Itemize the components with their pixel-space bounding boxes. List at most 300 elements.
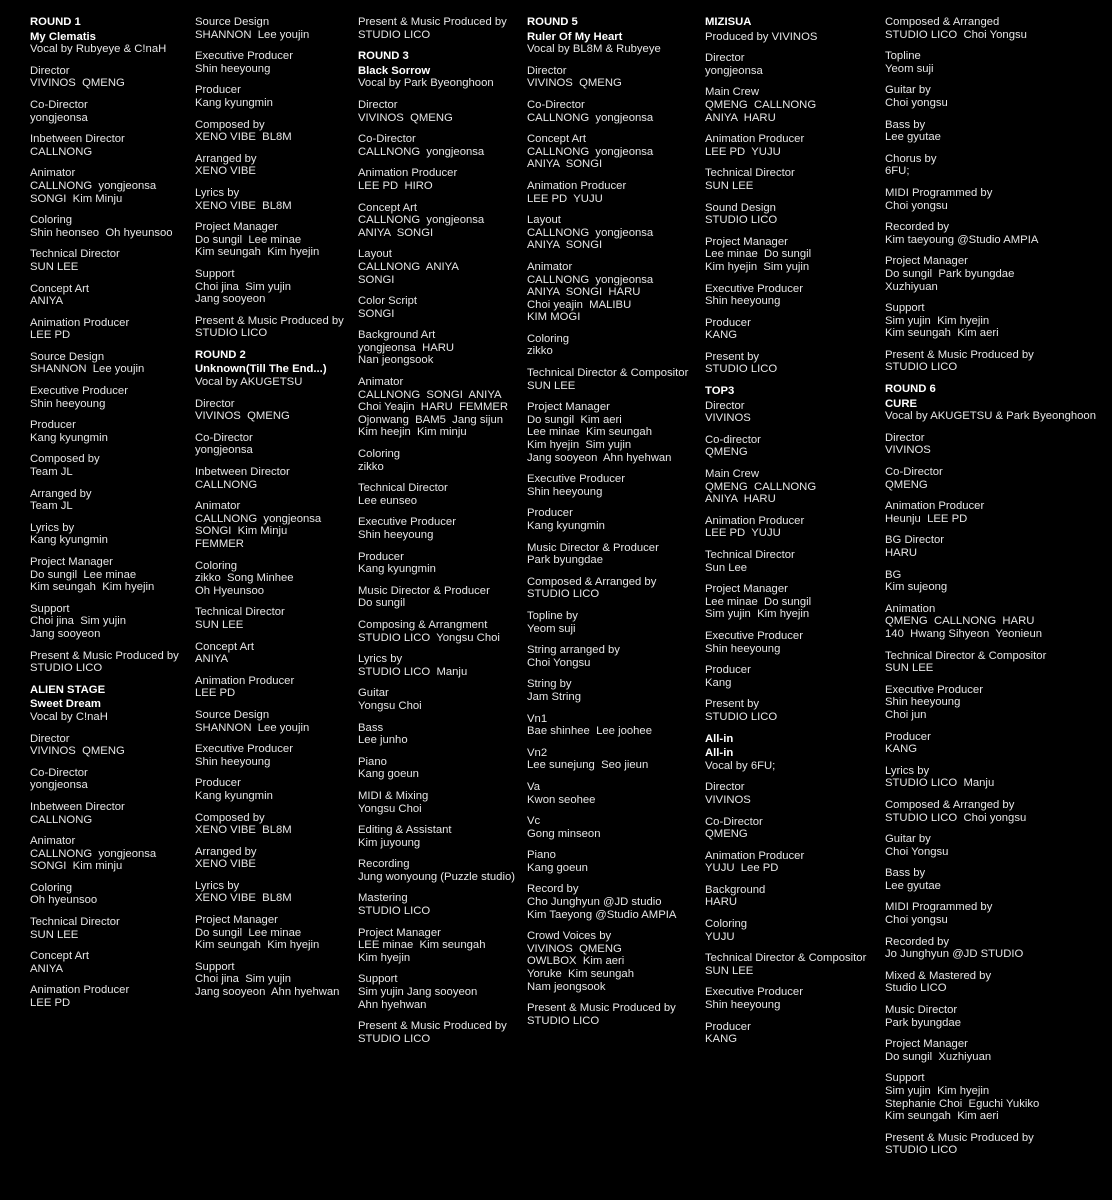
credit-name: STUDIO LICO [358, 905, 431, 918]
credit-group [195, 709, 344, 734]
credit-role: Co-Director [885, 466, 943, 479]
credit-name: yongjeonsa [30, 111, 88, 124]
credit-name: SONGI Kim Minju [195, 525, 288, 538]
credit-name: Kang goeun [358, 768, 419, 781]
credit-role: Executive Producer [885, 683, 983, 696]
section-heading: ROUND 3 [358, 50, 409, 63]
credit-group [527, 883, 688, 921]
credit-name: ANIYA SONGI [358, 226, 434, 239]
credit-name: Kim Taeyong @Studio AMPIA [527, 908, 677, 921]
credit-role: Animation Producer [705, 514, 805, 527]
credit-group [527, 214, 688, 252]
credit-group [705, 583, 866, 621]
credit-group [358, 77, 515, 90]
credit-role: Crowd Voices by [527, 930, 612, 943]
credit-role: Music Director & Producer [358, 584, 490, 597]
credit-name: Kim seungah Kim aeri [885, 327, 999, 340]
credit-role: Arranged by [195, 152, 257, 165]
credit-role: Project Manager [885, 1038, 968, 1051]
credit-name: XENO VIBE BL8M [195, 824, 292, 837]
credit-name: SUN LEE [885, 662, 934, 675]
credit-name: CALLNONG yongjeonsa [358, 214, 485, 227]
credit-name: Shin heonseo Oh hyeunsoo [30, 226, 173, 239]
credit-name: Sim yujin Kim hyejin [885, 314, 990, 327]
credit-column [195, 16, 344, 1008]
credit-name: Shin heeyoung [527, 485, 603, 498]
credit-group [30, 522, 179, 547]
credit-group [30, 214, 179, 239]
credit-group [527, 261, 688, 324]
credit-group [705, 1021, 866, 1046]
credit-name: Choi jina Sim yujin [30, 615, 127, 628]
credit-role: Animator [30, 835, 76, 848]
credit-name: QMENG [705, 828, 748, 841]
credit-role: Piano [358, 755, 387, 768]
credit-name: CALLNONG [30, 145, 93, 158]
credit-name: Park byungdae [527, 554, 603, 567]
credit-role: Project Manager [30, 556, 113, 568]
credit-role: Support [885, 1072, 925, 1085]
credit-role: String arranged by [527, 644, 620, 657]
credit-group [527, 507, 688, 532]
credit-name: YUJU [705, 930, 735, 943]
credit-name: Choi Yeajin HARU FEMMER [358, 401, 509, 414]
credit-name: SONGI Kim Minju [30, 192, 123, 205]
credit-role: Present & Music Produced by [30, 649, 179, 662]
credit-name: Jang sooyeon Ahn hyehwan [527, 451, 672, 464]
credit-name: Team JL [30, 466, 73, 479]
credit-role: Co-Director [30, 766, 88, 779]
credit-role: Main Crew [705, 86, 759, 99]
credit-role: Co-Director [358, 133, 416, 146]
credit-name: Kwon seohee [527, 793, 596, 806]
credit-name: Sun Lee [705, 561, 748, 574]
credit-role: Executive Producer [705, 629, 803, 642]
credit-name: Choi Yongsu [527, 656, 591, 669]
credit-name: Lee minae Kim seungah [527, 426, 652, 439]
credit-group [705, 317, 866, 342]
credit-name: Heunju LEE PD [885, 512, 968, 525]
credit-group [30, 167, 179, 205]
credit-group [30, 882, 179, 907]
credit-group [705, 52, 866, 77]
credit-role: Main Crew [705, 468, 759, 481]
credit-role: Animator [358, 376, 404, 389]
credit-group [358, 858, 515, 883]
credit-name: Ojonwang BAM5 Jang sijun [358, 413, 504, 426]
credit-name: STUDIO LICO [885, 1144, 958, 1157]
credit-group [358, 722, 515, 747]
credit-block [705, 733, 866, 1046]
credit-name: XENO VIBE [195, 165, 256, 178]
credit-name: Stephanie Choi Eguchi Yukiko [885, 1097, 1040, 1110]
credit-column [527, 16, 688, 1036]
credit-role: Director [705, 399, 745, 412]
credit-role: MIDI Programmed by [885, 901, 993, 914]
credit-role: Recorded by [885, 935, 950, 948]
credit-name: Shin heeyoung [358, 529, 434, 541]
credit-group [705, 816, 866, 841]
credit-name: Shin heeyoung [705, 295, 781, 308]
credit-name: Park byungdae [885, 1016, 961, 1029]
credit-name: Sim yujin Jang sooyeon [358, 986, 478, 999]
credit-role: Coloring [527, 332, 570, 345]
song-title: All-in [705, 747, 734, 760]
credit-column [705, 16, 866, 1055]
credit-group [30, 99, 179, 124]
credit-name: Vocal by BL8M & Rubyeye [527, 43, 661, 56]
credit-name: XENO VIBE BL8M [195, 892, 292, 905]
credit-group [358, 973, 515, 1011]
credit-role: Animation Producer [30, 984, 130, 997]
credit-role: Director [30, 732, 70, 745]
credit-block [885, 16, 1096, 374]
credit-block [358, 50, 515, 1045]
credit-name: CALLNONG yongjeonsa [195, 512, 322, 525]
credit-name: VIVINOS [705, 412, 751, 425]
credit-name: STUDIO LICO Manju [358, 665, 468, 678]
song-title: My Clematis [30, 30, 96, 43]
credit-name: STUDIO LICO [705, 214, 778, 227]
credit-role: Layout [527, 214, 561, 227]
credit-group [885, 765, 1096, 790]
credit-role: Recorded by [885, 221, 950, 234]
credit-role: Producer [705, 1020, 751, 1033]
credit-role: Vc [527, 815, 541, 828]
credit-name: Cho Junghyun @JD studio [527, 896, 662, 909]
credit-name: STUDIO LICO [527, 1014, 600, 1027]
credit-name: Kang kyungmin [30, 534, 108, 547]
credit-name: Do sungil Kim aeri [527, 413, 622, 426]
credit-group [358, 824, 515, 849]
credit-role: Animation Producer [705, 849, 805, 862]
credit-name: yongjeonsa [705, 64, 763, 77]
credit-name: Vocal by AKUGETSU [195, 376, 303, 389]
credit-group [527, 644, 688, 669]
song-title: Sweet Dream [30, 698, 101, 711]
credit-group [527, 99, 688, 124]
credit-role: Director [30, 64, 70, 77]
credit-name: LEE minae Kim seungah [358, 939, 486, 952]
credit-name: VIVINOS QMENG [527, 77, 622, 90]
credit-group [527, 815, 688, 840]
credit-role: Lyrics by [358, 653, 403, 666]
credit-name: HARU [885, 547, 918, 559]
credit-role: Project Manager [527, 401, 610, 414]
credit-role: Concept Art [195, 640, 255, 653]
credit-name: Xuzhiyuan [885, 280, 938, 293]
credit-name: Nan jeongsook [358, 354, 434, 367]
credit-role: Arranged by [30, 487, 92, 500]
credit-name: Choi yongsu [885, 914, 948, 927]
credit-group [705, 781, 866, 806]
credit-name: SUN LEE [527, 379, 576, 392]
credit-name: Shin heeyoung [30, 397, 106, 410]
credit-group [885, 221, 1096, 246]
credit-name: SUN LEE [30, 260, 79, 273]
credit-name: STUDIO LICO [705, 363, 778, 376]
credit-group [705, 515, 866, 540]
credit-role: Director [705, 52, 745, 65]
credit-group [705, 630, 866, 655]
credit-role: Present & Music Produced by [885, 348, 1034, 361]
credit-group [885, 1072, 1096, 1122]
credit-name: Choi yongsu [885, 199, 948, 212]
credit-role: Lyrics by [195, 186, 240, 199]
credit-group [885, 650, 1096, 675]
credit-role: Animation Producer [358, 167, 458, 180]
credit-name: STUDIO LICO [705, 710, 778, 723]
credit-name: LEE PD YUJU [527, 192, 603, 205]
credit-group [30, 283, 179, 308]
credit-name: ANIYA [195, 653, 229, 666]
credit-name: QMENG [885, 478, 928, 491]
credit-role: Composed & Arranged [885, 16, 1000, 28]
credit-group [885, 432, 1096, 457]
credit-role: Director [885, 431, 925, 444]
credit-name: QMENG [705, 446, 748, 459]
credit-group [30, 767, 179, 792]
credit-name: Choi jina Sim yujin [195, 973, 292, 986]
credit-group [195, 743, 344, 768]
credit-name: VIVINOS QMENG [30, 77, 125, 90]
credit-role: Source Design [195, 16, 270, 28]
credit-group [30, 835, 179, 873]
credit-name: SONGI [358, 273, 395, 286]
credit-group [885, 603, 1096, 641]
credit-role: Mixed & Mastered by [885, 969, 992, 982]
credit-group [885, 534, 1096, 559]
credit-name: Yongsu Choi [358, 699, 422, 712]
credit-group [30, 351, 179, 376]
credit-group [30, 385, 179, 410]
credit-name: Shin heeyoung [885, 696, 961, 709]
credit-name: ANIYA [30, 962, 64, 975]
credit-name: KANG [705, 1033, 738, 1046]
credit-role: Technical Director [705, 167, 795, 180]
credit-group [30, 733, 179, 758]
credit-role: Executive Producer [195, 743, 293, 756]
credit-role: Inbetween Director [30, 800, 125, 813]
credit-name: Kim seungah Kim hyejin [195, 939, 320, 952]
credit-name: Jang sooyeon [195, 293, 266, 306]
credit-role: Executive Producer [705, 986, 803, 999]
credit-role: Producer [30, 419, 76, 432]
credit-name: Kang kyungmin [195, 96, 273, 109]
credit-role: Coloring [195, 559, 238, 572]
credit-name: CALLNONG yongjeonsa [527, 145, 654, 158]
credit-role: Producer [195, 777, 241, 790]
credit-group [30, 43, 179, 56]
credit-group [358, 133, 515, 158]
credit-block [358, 16, 515, 41]
credit-group [358, 653, 515, 678]
credit-group [30, 248, 179, 273]
credit-group [195, 961, 344, 999]
credit-name: Choi yeajin MALIBU [527, 298, 632, 311]
credit-name: Lee sunejung Seo jieun [527, 759, 649, 772]
credit-name: 6FU; [885, 165, 910, 178]
credit-role: Bass by [885, 118, 926, 131]
credit-group [885, 302, 1096, 340]
credit-group [358, 167, 515, 192]
credit-group [358, 619, 515, 644]
credit-group [195, 432, 344, 457]
credit-name: VIVINOS QMENG [527, 942, 622, 955]
credit-name: Shin heeyoung [705, 999, 781, 1012]
credit-group [195, 641, 344, 666]
credit-role: Technical Director [30, 248, 120, 261]
credit-group [358, 248, 515, 286]
credit-name: XENO VIBE BL8M [195, 199, 292, 212]
credit-name: Lee gyutae [885, 131, 941, 144]
credit-role: Background Art [358, 329, 436, 342]
credit-group [527, 576, 688, 601]
credit-name: Vocal by C!naH [30, 710, 108, 723]
credit-name: CALLNONG yongjeonsa [358, 145, 485, 158]
credit-role: Project Manager [705, 235, 788, 248]
credit-name: CALLNONG SONGI ANIYA [358, 388, 502, 401]
credit-name: Sim yujin Kim hyejin [705, 608, 810, 621]
credit-name: VIVINOS QMENG [358, 111, 453, 124]
credit-role: Coloring [30, 881, 73, 894]
credit-group [358, 790, 515, 815]
credit-role: Topline [885, 50, 921, 63]
credit-role: Composed by [195, 811, 265, 824]
credit-group [195, 268, 344, 306]
credit-group [358, 448, 515, 473]
credit-group [705, 86, 866, 124]
credit-group [527, 849, 688, 874]
credit-role: Animator [195, 500, 241, 513]
credit-role: Music Director & Producer [527, 541, 659, 554]
credit-group [358, 16, 515, 41]
credit-role: Animation Producer [527, 179, 627, 192]
credit-name: Jo Junghyun @JD STUDIO [885, 948, 1024, 961]
credit-column [30, 16, 179, 1019]
credit-name: Lee minae Do sungil [705, 595, 812, 608]
credit-role: Concept Art [30, 282, 90, 295]
credit-group [705, 236, 866, 274]
credit-group [527, 367, 688, 392]
credit-role: Co-Director [527, 98, 585, 111]
credit-group [705, 664, 866, 689]
credit-group [527, 43, 688, 56]
credit-name: Choi yongsu [885, 96, 948, 109]
credit-group [885, 255, 1096, 293]
credit-group [358, 202, 515, 240]
credit-group [705, 884, 866, 909]
credit-role: Mastering [358, 892, 408, 905]
credit-name: Do sungil Xuzhiyuan [885, 1050, 992, 1063]
credit-role: Record by [527, 883, 579, 896]
credit-name: yongjeonsa [195, 444, 253, 457]
credit-block [705, 16, 866, 376]
credit-name: CALLNONG ANIYA [358, 260, 459, 273]
credit-name: Team JL [30, 500, 73, 513]
credit-name: Kim seungah Kim hyejin [195, 246, 320, 259]
credit-name: Choi Yongsu [885, 845, 949, 858]
credit-group [358, 892, 515, 917]
credit-block [195, 349, 344, 999]
credit-role: Music Director [885, 1004, 958, 1017]
credit-name: CALLNONG yongjeonsa [30, 179, 157, 192]
credit-name: Oh hyeunsoo [30, 894, 98, 907]
credit-group [885, 901, 1096, 926]
credit-role: Producer [527, 507, 573, 520]
credit-group [358, 756, 515, 781]
credit-role: Executive Producer [195, 50, 293, 63]
credit-role: BG Director [885, 534, 945, 547]
credit-role: Director [358, 98, 398, 111]
credit-role: Support [885, 302, 925, 315]
credit-group [705, 549, 866, 574]
credit-role: Support [30, 602, 70, 615]
credit-name: ANIYA SONGI [527, 158, 603, 171]
section-heading: All-in [705, 732, 734, 745]
credit-block [705, 385, 866, 723]
credit-name: KIM MOGI [527, 311, 581, 324]
credit-group [358, 1020, 515, 1045]
credit-name: Vocal by AKUGETSU & Park Byeonghoon [885, 410, 1096, 423]
credit-group [527, 610, 688, 635]
credit-name: LEE PD YUJU [705, 145, 781, 158]
credit-role: Co-Director [195, 431, 253, 444]
credit-group [195, 846, 344, 871]
credit-role: Project Manager [358, 926, 441, 939]
credit-group [705, 986, 866, 1011]
credit-role: Producer [705, 316, 751, 329]
credit-role: Coloring [30, 214, 73, 227]
credit-role: Coloring [705, 918, 748, 931]
credit-name: Studio LICO [885, 982, 947, 995]
credit-name: QMENG CALLNONG [705, 480, 817, 493]
section-heading: ALIEN STAGE [30, 683, 106, 696]
credit-group [705, 468, 866, 506]
credit-group [705, 202, 866, 227]
credit-group [885, 970, 1096, 995]
credit-role: Executive Producer [527, 473, 625, 486]
credit-name: Shin heeyoung [195, 62, 271, 75]
credit-role: Vn1 [527, 712, 548, 725]
credit-name: QMENG CALLNONG [705, 98, 817, 111]
credit-name: VIVINOS [885, 444, 931, 457]
credit-name: Jam String [527, 690, 581, 703]
credit-name: Sim yujin Kim hyejin [885, 1085, 990, 1097]
credit-name: CALLNONG [195, 478, 258, 491]
credit-role: Lyrics by [885, 764, 930, 777]
credit-role: Present by [705, 698, 760, 711]
credit-group [527, 542, 688, 567]
credit-group [705, 283, 866, 308]
credit-role: String by [527, 678, 572, 691]
credit-role: Technical Director [705, 549, 795, 561]
credit-name: Kang goeun [527, 861, 588, 874]
credit-group [527, 133, 688, 171]
credit-group [885, 466, 1096, 491]
credit-name: SUN LEE [30, 928, 79, 941]
credit-role: Technical Director [30, 916, 120, 929]
credit-group [358, 585, 515, 610]
credit-group [195, 466, 344, 491]
credit-role: Topline by [527, 609, 578, 622]
credit-group [705, 133, 866, 158]
credit-group [195, 50, 344, 75]
credit-role: Present & Music Produced by [358, 16, 507, 28]
credit-block [30, 16, 179, 675]
credit-group [885, 84, 1096, 109]
credit-group [705, 850, 866, 875]
